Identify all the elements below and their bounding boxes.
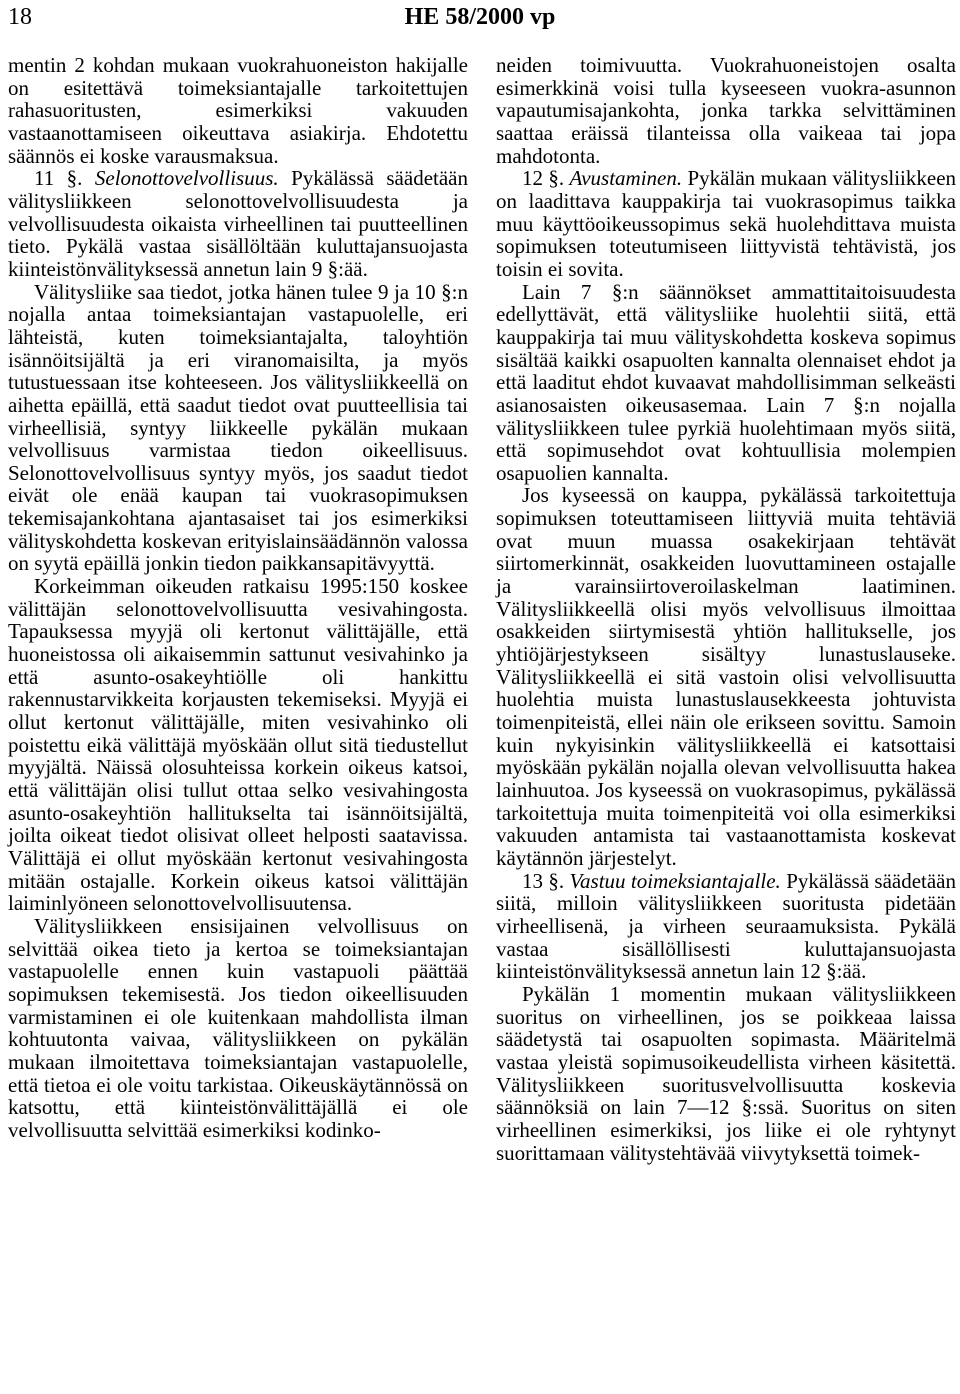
section-number: 12 §. [522, 166, 565, 191]
section-number: 11 §. [34, 166, 83, 191]
page-header [8, 2, 952, 32]
paragraph: Välitysliikkeen ensisijainen velvollisuus on selvittää oikea tieto ja kertoa se toimeksiantajan vastapuolelle ennen kuin vastapuoli päättää sopimuksen tekemisestä. Jos tiedon oikeellisuuden varmistaminen ei ole kuitenkaan mahdollista ilman kohtuutonta vaivaa, välitysliikkeen on pykälän mukaan ilmoitettava toimeksiantajan vastapuolelle, että tietoa ei ole voitu tarkistaa. Oikeuskäytännössä on katsottu, että kiinteistönvälittäjällä ei ole velvollisuutta selvittää esimerkiksi kodinko- [8, 913, 468, 1142]
paragraph: Lain 7 §:n säännökset ammattitaitoisuudesta edellyttävät, että välitysliike huolehtii siitä, että kauppakirja tai muu välityskohdetta koskeva sopimus sisältää kaikki osapuolten kannalta olennaiset ehdot ja että laaditut ehdot kuvaavat mahdollisimman selkeästi asianosaisten oikeusasemaa. Lain 7 §:n nojalla välitysliikkeen tulee pyrkiä huolehtimaan myös siitä, että sopimusehdot ovat kohtuullisia molempien osapuolien kannalta. [496, 279, 956, 485]
section-12-paragraph [496, 167, 956, 280]
paragraph: Pykälän 1 momentin mukaan välitysliikkeen suoritus on virheellinen, jos se poikkeaa laissa säädetystä tai osapuolten sopimasta. Määritelmä vastaa yleistä sopimusoikeudellista virheen käsitettä. Välitysliikkeen suoritusvelvollisuutta koskevia säännöksiä on lain 7—12 §:ssä. Suoritus on siten virheellinen esimerkiksi, jos liike ei ole ryhtynyt suorittamaan välitystehtävää viivytyksettä toimek- [496, 981, 956, 1165]
paragraph: Jos kyseessä on kauppa, pykälässä tarkoitettuja sopimuksen toteuttamiseen liittyviä muita tehtäviä ovat muun muassa osakekirjaan tehtävät siirtomerkinnät, osakkeiden luovuttamineen ostajalle ja varainsiirtoveroilaskelman laatiminen. Välitysliikkeellä olisi myös velvollisuus ilmoittaa osakkeiden siirtymisestä yhtiön hallitukselle, jos yhtiöjärjestykseen sisältyy lunastuslauseke. Välitysliikkeellä ei sitä vastoin olisi velvollisuutta huolehtia muista lunastuslausekkeesta johtuvista toimenpiteistä, ellei näin ole erikseen sovittu. Samoin kuin nykyisinkin välitysliikkeellä ei katsottaisi myöskään pykälän nojalla olevan velvollisuutta hakea lainhuutoa. Jos kyseessä on vuokrasopimus, pykälässä tarkoitettuja muita toimenpiteitä voi olla esimerkiksi vakuuden antamista tai vastaanottamista koskevat käytännön järjestelyt. [496, 483, 956, 870]
section-text: Pykälässä säädetään siitä, milloin välitysliikkeen suoritusta pidetään virheellisenä, ja virheen seuraamuksista. Pykälä vastaa sisällöllisesti kuluttajansuojasta kiinteistönvälityksessä annetun lain 12 §:ää. [496, 868, 957, 984]
section-text: Pykälän mukaan välitysliikkeen on laadittava kauppakirja tai vuokrasopimus taikka muu käyttöoikeussopimus sekä huolehdittava muista sopimuksen toteutumiseen liittyvistä tehtävistä, jos toisin ei sovita. [496, 166, 957, 281]
paragraph: mentin 2 kohdan mukaan vuokrahuoneiston hakijalle on esitettävä toimeksiantajalle tarkoitettujen rahasuoritusten, esimerkiksi vakuuden vastaanottamiseen oikeuttava asiakirja. Ehdotettu säännös ei koske varausmaksua. [8, 53, 468, 168]
section-11-paragraph [8, 167, 468, 280]
right-column [496, 54, 956, 1164]
left-column [8, 54, 468, 1142]
section-title: Avustaminen. [569, 166, 683, 191]
section-title: Selonottovelvollisuus. [94, 166, 279, 191]
section-text: Pykälässä säädetään välitysliikkeen selonottovelvollisuudesta ja velvollisuudesta oikaista virheellinen tai puutteellinen tieto. Pykälä vastaa sisällöltään kuluttajansuojasta kiinteistönvälityksessä annetun lain 9 §:ää. [8, 166, 468, 281]
document-id: HE 58/2000 vp [404, 4, 556, 30]
section-number: 13 §. [522, 868, 565, 893]
paragraph: neiden toimivuutta. Vuokrahuoneistojen osalta esimerkkinä voisi tulla kyseeseen vuokra-asunnon vapautumisajankohta, jonka tarkka selvittäminen saattaa eräissä tilanteissa olla vaikeaa tai jopa mahdotonta. [496, 53, 956, 168]
section-title: Vastuu toimeksiantajalle. [569, 868, 781, 893]
page-number: 18 [8, 4, 32, 30]
paragraph: Välitysliike saa tiedot, jotka hänen tulee 9 ja 10 §:n nojalla antaa toimeksiantajan vastapuolelle, eri lähteistä, kuten toimeksiantajalta, taloyhtiön isännöitsijältä ja eri viranomaisilta, ja myös tutustuessaan itse kohteeseen. Jos välitysliikkeellä on aihetta epäillä, että saadut tiedot ovat puutteellisia tai virheellisiä, syntyy liikkeelle pykälän mukaan velvollisuus varmistaa tiedon oikeellisuus. Selonottovelvollisuus syntyy myös, jos saadut tiedot eivät ole enää kaupan tai vuokrasopimuksen tekemisajankohtana ajantasaiset tai jos esimerkiksi välityskohdetta koskevan erityislainsäädännön valossa on syytä epäillä jonkin tiedon paikkansapitävyyttä. [8, 279, 468, 576]
section-13-paragraph [496, 870, 956, 983]
paragraph: Korkeimman oikeuden ratkaisu 1995:150 koskee välittäjän selonottovelvollisuutta vesivahingosta. Tapauksessa myyjä oli kertonut välittäjälle, että huoneistossa oli aikaisemmin sattunut vesivahinko ja että asunto-osakeyhtiölle oli hankittu rakennustarvikkeita korjausten tekemiseksi. Myyjä ei ollut kertonut välittäjälle, miten vesivahinko oli poistettu eikä välittäjä myöskään ollut sitä tiedustellut myyjältä. Näissä olosuhteissa korkein oikeus katsoi, että välittäjän olisi tullut ottaa selko vesivahingosta asunto-osakeyhtiön hallitukselta tai isännöitsijältä, joilta oikeat tiedot olisivat olleet helposti saatavissa. Välittäjä ei ollut myöskään kertonut vesivahingosta mitään ostajalle. Korkein oikeus katsoi välittäjän laiminlyöneen selonottovelvollisuutensa. [8, 574, 468, 916]
